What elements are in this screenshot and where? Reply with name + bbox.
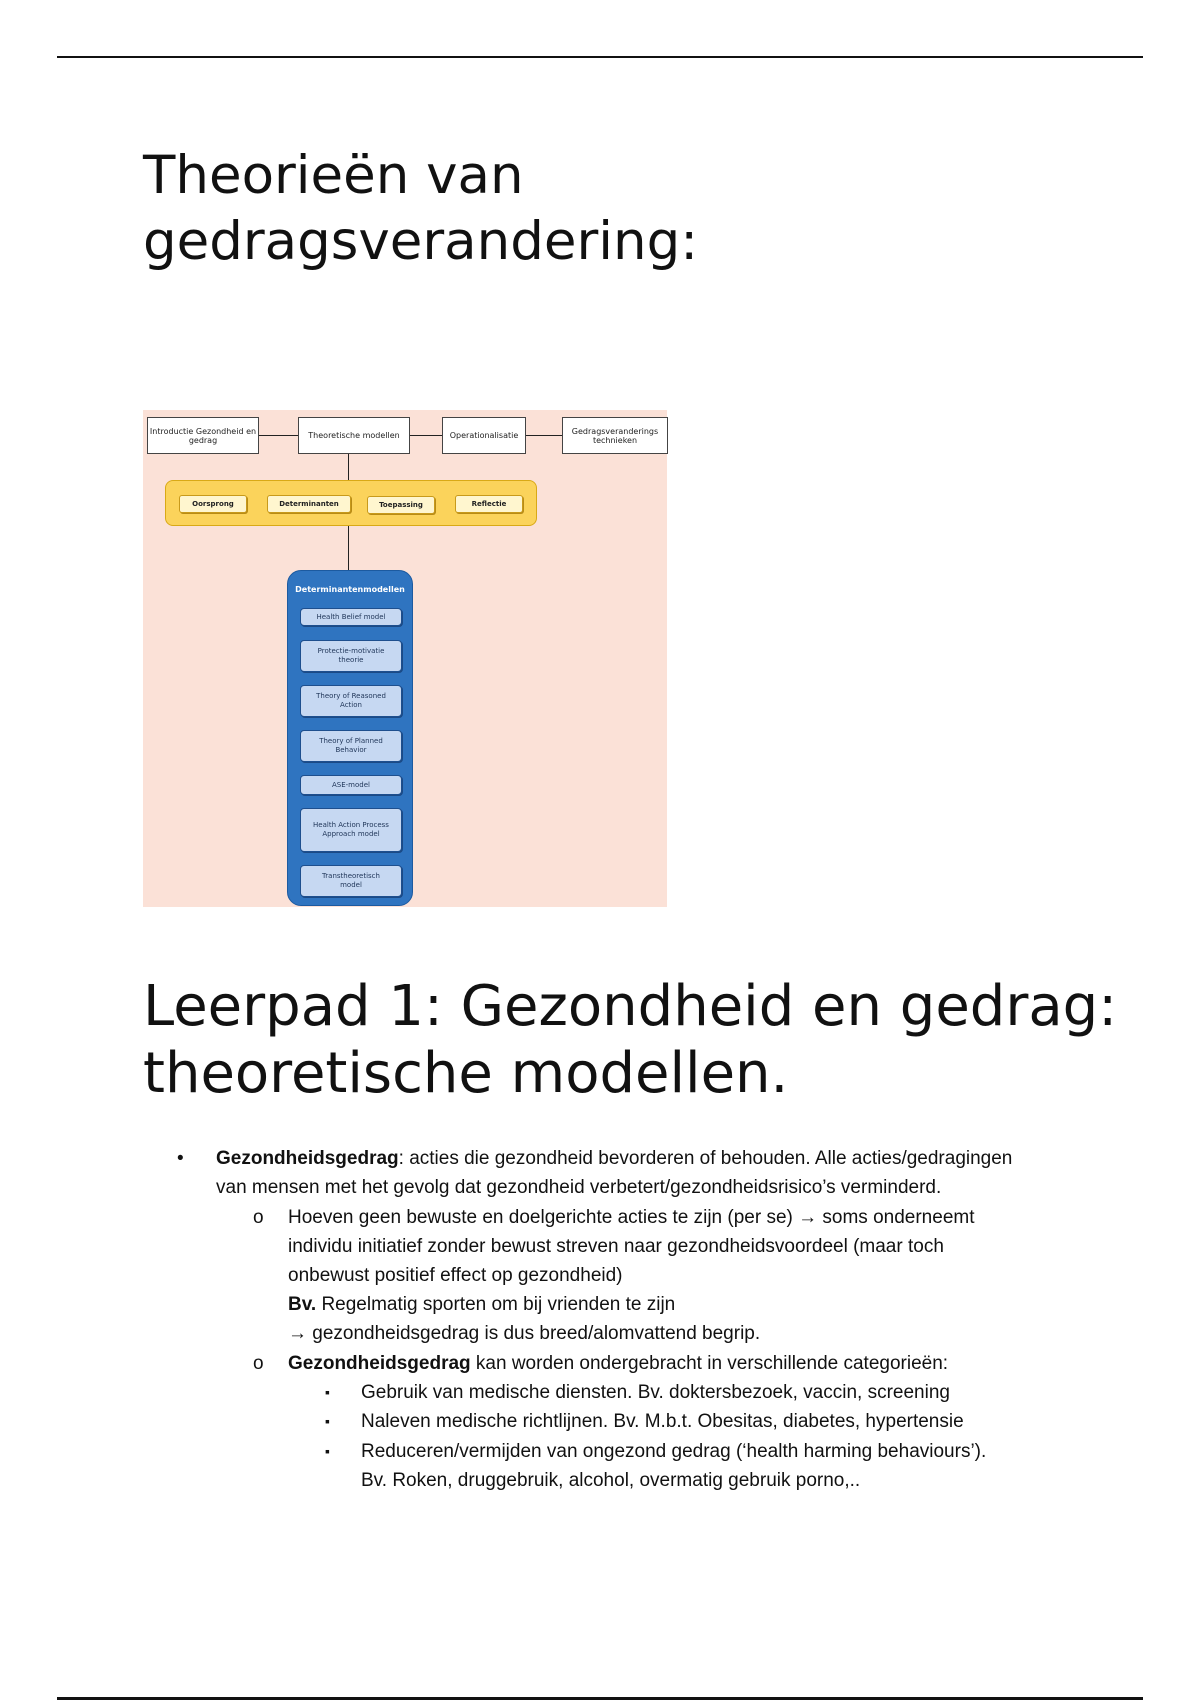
category-item: Reduceren/vermijden van ongezond gedrag (‘health harming behaviours’). (361, 1441, 987, 1462)
category-item-continuation: Bv. Roken, druggebruik, alcohol, overmatig gebruik porno,.. (361, 1470, 861, 1491)
diagram-arrow (259, 435, 298, 436)
diagram-arrow (348, 454, 349, 480)
diagram-phase-oorsprong: Oorsprong (179, 495, 247, 513)
diagram-model-reasoned-action: Theory of Reasoned Action (300, 685, 402, 717)
bullet-marker: • (177, 1148, 184, 1169)
diagram-phase-toepassing: Toepassing (367, 496, 435, 514)
example-label: Bv. (288, 1294, 317, 1315)
diagram-arrow (348, 526, 349, 570)
category-item: Gebruik van medische diensten. Bv. doktersbezoek, vaccin, screening (361, 1382, 950, 1403)
term-gezondheidsgedrag: Gezondheidsgedrag (288, 1353, 471, 1374)
sub-list-item (288, 1349, 1148, 1378)
subsub-bullet-marker: ▪ (325, 1443, 330, 1459)
diagram-model-ase: ASE-model (300, 775, 402, 795)
subsub-bullet-marker: ▪ (325, 1413, 330, 1429)
diagram-panel-title: Determinantenmodellen (295, 585, 405, 594)
course-overview-diagram (143, 410, 667, 907)
diagram-arrow (526, 435, 562, 436)
diagram-box-theoretische-modellen: Theoretische modellen (298, 417, 410, 454)
sub-list-item-text: kan worden ondergebracht in verschillende categorieën: (470, 1353, 949, 1374)
list-item-continuation: van mensen met het gevolg dat gezondheid verbetert/gezondheidsrisico’s verminderd. (216, 1177, 942, 1198)
list-item-text: : acties die gezondheid bevorderen of behouden. Alle acties/gedragingen (398, 1148, 1013, 1169)
diagram-box-operationalisatie: Operationalisatie (442, 417, 526, 454)
sub-bullet-marker: o (253, 1207, 264, 1228)
diagram-model-planned-behavior: Theory of Planned Behavior (300, 730, 402, 762)
sub-list-item-line: individu initiatief zonder bewust streven naar gezondheidsvoordeel (maar toch (288, 1236, 944, 1257)
diagram-model-hapa: Health Action Process Approach model (300, 808, 402, 852)
example-text: Regelmatig sporten om bij vrienden te zijn (316, 1294, 676, 1315)
sub-list-item-line: → gezondheidsgedrag is dus breed/alomvattend begrip. (288, 1323, 761, 1344)
sub-list-item-line: Hoeven geen bewuste en doelgerichte acties te zijn (per se) → soms onderneemt (288, 1207, 975, 1228)
diagram-model-health-belief: Health Belief model (300, 608, 402, 626)
diagram-model-protectie-motivatie: Protectie-motivatie theorie (300, 640, 402, 672)
leerpad-title (143, 973, 1143, 1107)
term-gezondheidsgedrag: Gezondheidsgedrag (216, 1148, 399, 1169)
sub-bullet-marker: o (253, 1353, 264, 1374)
diagram-box-introductie: Introductie Gezondheid en gedrag (147, 417, 259, 454)
diagram-arrow (410, 435, 442, 436)
diagram-phase-determinanten: Determinanten (267, 495, 351, 513)
sub-list-item-example (288, 1290, 1148, 1319)
diagram-phase-reflectie: Reflectie (455, 495, 523, 513)
sub-list-item-line: onbewust positief effect op gezondheid) (288, 1265, 623, 1286)
diagram-model-transtheoretisch: Transtheoretisch model (300, 865, 402, 897)
leerpad-title-text: Leerpad 1: Gezondheid en gedrag: theoretische modellen. (143, 974, 1118, 1106)
list-item (216, 1144, 1116, 1173)
section-title (143, 143, 843, 275)
section-title-text: Theorieën van gedragsverandering: (143, 145, 699, 272)
subsub-bullet-marker: ▪ (325, 1384, 330, 1400)
header-rule (57, 56, 1143, 58)
diagram-box-technieken: Gedragsveranderings technieken (562, 417, 668, 454)
category-item: Naleven medische richtlijnen. Bv. M.b.t. Obesitas, diabetes, hypertensie (361, 1411, 964, 1432)
